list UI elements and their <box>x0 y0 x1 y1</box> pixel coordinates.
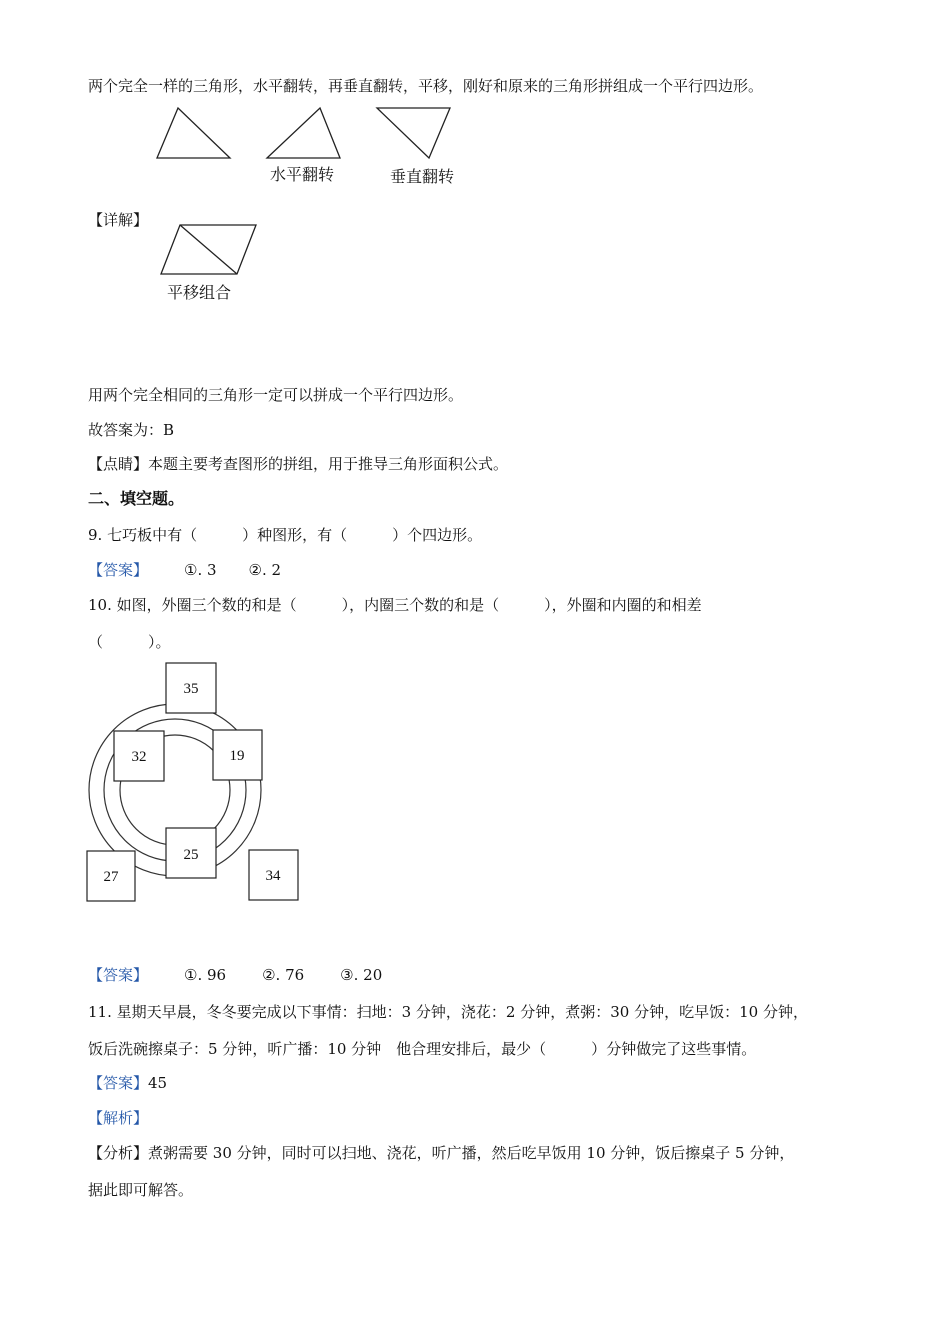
number-top: 35 <box>183 681 199 697</box>
key-point-text: 本题主要考查图形的拼组，用于推导三角形面积公式。 <box>148 455 509 473</box>
question-11-answer <box>88 1073 167 1093</box>
label-translate-combine: 平移组合 <box>167 283 232 302</box>
number-bottom-left: 27 <box>103 869 119 885</box>
analysis-text: 煮粥需要 30 分钟，同时可以扫地、浇花，听广播，然后吃早饭用 10 分钟，饭后擦桌子 5 分钟， <box>148 1144 795 1162</box>
answer-tag: 【答案】 <box>88 1074 149 1092</box>
question-11-line2 <box>88 1039 756 1059</box>
number-circle-figure <box>80 655 310 910</box>
label-vertical-flip: 垂直翻转 <box>390 167 455 186</box>
analysis-line1 <box>88 1143 794 1163</box>
answer-line: 故答案为：B <box>88 421 175 439</box>
key-point <box>88 454 508 474</box>
analysis-tag: 【解析】 <box>88 1109 149 1127</box>
parallelogram-diagonal <box>180 225 237 274</box>
key-point-tag: 【点睛】 <box>88 455 149 473</box>
paragraph-conclusion: 用两个完全相同的三角形一定可以拼成一个平行四边形。 <box>88 386 464 404</box>
analysis-subtag: 【分析】 <box>88 1144 149 1162</box>
number-bottom-inner: 25 <box>183 847 199 863</box>
triangle-figure <box>150 102 470 192</box>
number-left-inner: 32 <box>131 749 147 765</box>
parallelogram-figure <box>155 218 265 308</box>
question-10-line1: 10. 如图，外圈三个数的和是（ ），内圈三个数的和是（ ），外圈和内圈的和相差 <box>88 596 702 614</box>
answer-tag: 【答案】 <box>88 561 149 579</box>
q11-text-c: 分钟做完了这些事情。 <box>606 1040 757 1058</box>
question-10-line2: （ ）。 <box>88 633 171 651</box>
analysis-line2: 据此即可解答。 <box>88 1181 194 1199</box>
question-10-answer <box>88 965 382 985</box>
question-11-line1: 11. 星期天早晨，冬冬要完成以下事情：扫地：3 分钟，浇花：2 分钟，煮粥：30 分钟，吃早饭：10 分钟， <box>88 1003 808 1021</box>
answer-2: ②. 2 <box>248 561 282 579</box>
horizontal-flip-triangle <box>267 108 340 158</box>
answer-1: ①. 96 <box>184 966 227 984</box>
q11-text-a: 饭后洗碗擦桌子：5 分钟，听广播：10 分钟 他合理安排后，最少 <box>88 1040 532 1058</box>
answer-tag: 【答案】 <box>88 966 149 984</box>
answer-3: ③. 20 <box>340 966 383 984</box>
label-horizontal-flip: 水平翻转 <box>270 165 335 184</box>
section-heading: 二、填空题。 <box>88 489 185 508</box>
question-9-answer <box>88 560 281 580</box>
question-9: 9. 七巧板中有（ ）种图形，有（ ）个四边形。 <box>88 526 483 544</box>
paragraph-intro: 两个完全一样的三角形，水平翻转，再垂直翻转，平移，刚好和原来的三角形拼组成一个平行四边形。 <box>88 77 764 95</box>
vertical-flip-triangle <box>377 108 450 158</box>
answer-1: ①. 3 <box>184 561 217 579</box>
original-triangle <box>157 108 230 158</box>
q11-blank: （ ） <box>531 1040 607 1058</box>
answer-value: 45 <box>148 1074 168 1092</box>
answer-2: ②. 76 <box>262 966 305 984</box>
number-bottom-right: 34 <box>265 868 281 884</box>
detail-tag: 【详解】 <box>88 211 149 229</box>
number-right-inner: 19 <box>229 748 245 764</box>
